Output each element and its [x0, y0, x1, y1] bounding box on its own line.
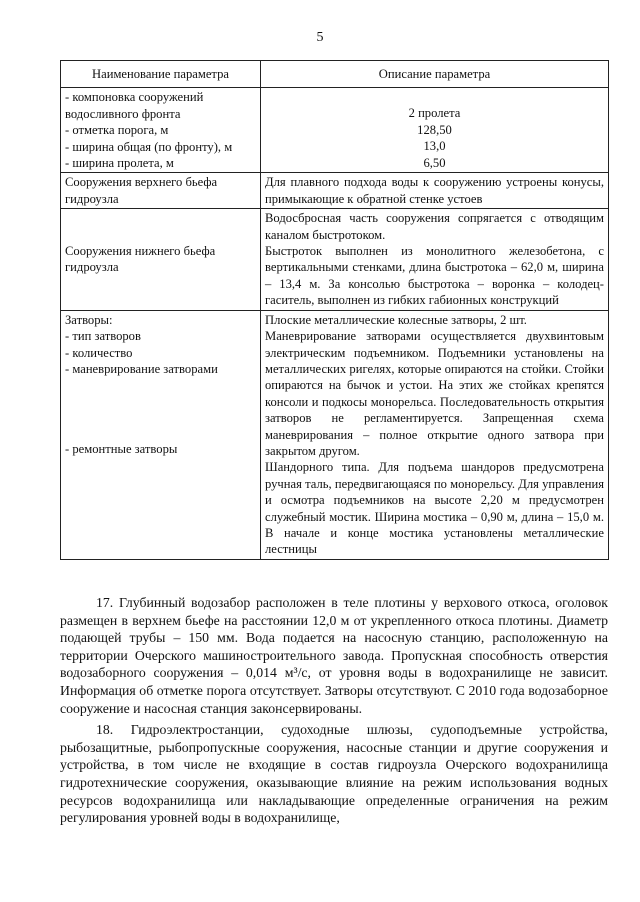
page-number: 5: [316, 30, 324, 45]
row3-text-2: Быстроток выполнен из монолитного железобетона, с вертикальными стенками, длина быстротока – 62,0 м, ширина – 13,4 м. За консолью быстротока – воронка – колодец-гаситель, выполнен из гибких габионных конструкций: [265, 244, 604, 308]
gates-count: - количество: [65, 345, 133, 360]
parameters-table: [60, 60, 609, 560]
row3-description: [261, 209, 609, 310]
row1-values: [261, 88, 609, 173]
row4-description: [261, 310, 609, 559]
row2-description: Для плавного подхода воды к сооружению устроены конусы, примыкающие к обратной стенке устоев: [261, 173, 609, 209]
value-layout: 2 пролета: [408, 106, 461, 121]
value-total-width: 13,0: [423, 139, 446, 154]
value-threshold: 128,50: [417, 122, 452, 137]
table-row: [61, 310, 609, 559]
gates-type: - тип затворов: [65, 329, 141, 344]
row2-name: Сооружения верхнего бьефа гидроузла: [61, 173, 261, 209]
gates-operation: - маневрирование затворами: [65, 361, 218, 376]
param-layout: - компоновка сооружений водосливного фронта: [65, 90, 204, 121]
table-row: [61, 173, 609, 209]
row4-names: [61, 310, 261, 559]
param-span-width: - ширина пролета, м: [65, 156, 174, 171]
row3-text-1: Водосбросная часть сооружения сопрягается с отводящим каналом быстротоком.: [265, 211, 604, 242]
table-header-row: [61, 61, 609, 88]
paragraph-17: 17. Глубинный водозабор расположен в теле плотины у верхового откоса, оголовок размещен в верхнем бьефе на расстоянии 12,0 м от укрепленного откоса плотины. Диаметр подающей трубы – 150 мм. Вода подается на насосную станцию, расположенную на территории Очерского машиностроительного завода. Пропускная способность отверстия водозаборного сооружения – 0,014 м³/с, от уровня воды в водохранилище не зависит. Информация об отметке порога отсутствует. Затворы отсутствуют. С 2010 года водозаборное сооружение и насосная станция законсервированы.: [60, 595, 608, 716]
row1-names: [61, 88, 261, 173]
param-total-width: - ширина общая (по фронту), м: [65, 139, 233, 154]
header-parameter-description: Описание параметра: [261, 61, 609, 88]
gates-heading: Затворы:: [65, 312, 113, 327]
value-span-width: 6,50: [423, 155, 446, 170]
gates-type-value: Плоские металлические колесные затворы, 2 шт.: [265, 312, 527, 327]
gates-repair: - ремонтные затворы: [65, 442, 178, 457]
param-threshold: - отметка порога, м: [65, 123, 169, 138]
body-text: [60, 594, 608, 831]
paragraph-18: 18. Гидроэлектростанции, судоходные шлюзы, судоподъемные устройства, рыбозащитные, рыбопропускные сооружения, насосные станции и другие сооружения и устройства, в том числе не входящие в состав гидроузла Очерского водохранилища гидротехнические сооружения, оказывающие влияние на режим использования водных ресурсов водохранилища или накладывающие определенные ограничения на режим регулирования уровней воды в водохранилище,: [60, 722, 608, 826]
row3-name: Сооружения нижнего бьефа гидроузла: [61, 209, 261, 310]
table-row: [61, 209, 609, 310]
header-parameter-name: Наименование параметра: [61, 61, 261, 88]
table-row: [61, 88, 609, 173]
gates-operation-value: Маневрирование затворами осуществляется двухвинтовым электрическим подъемником. Подъемники установлены на металлических ригелях, которые опираются на стойки. Стойки опираются на бычок и устои. На этих же стойках крепятся консоли и подкосы монорельса. Последовательность открытия затворов не регламентируется. Запрещенная схема маневрирования – полное открытие одного затвора при закрытом другом.: [265, 329, 604, 458]
gates-repair-value: Шандорного типа. Для подъема шандоров предусмотрена ручная таль, передвигающаяся по монорельсу. Для управления и осмотра подъемников на высоте 2,20 м предусмотрен служебный мостик. Ширина мостика – 0,90 м, длина – 15,0 м. В начале и конце мостика установлены металлические лестницы: [265, 460, 604, 557]
